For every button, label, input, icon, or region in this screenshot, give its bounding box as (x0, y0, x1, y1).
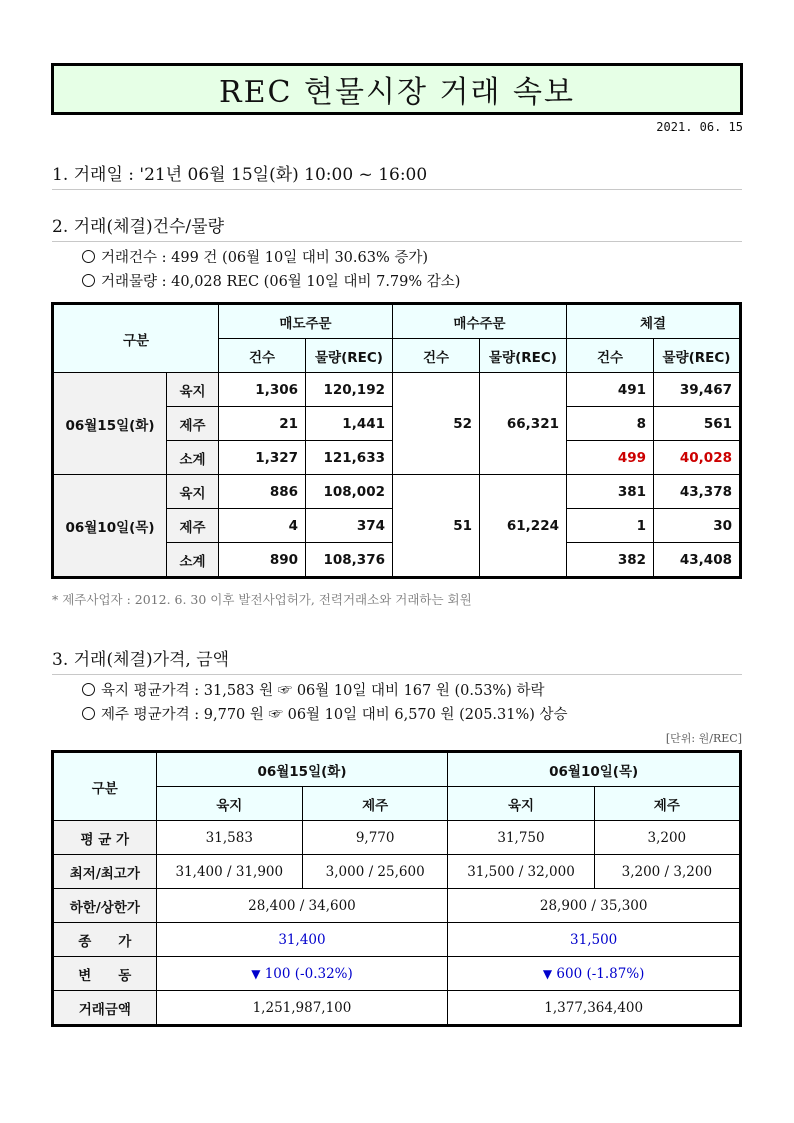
sell-count: 1,306 (219, 373, 306, 407)
row-label: 제주 (167, 407, 219, 441)
exec-volume: 561 (654, 407, 741, 441)
buy-count: 52 (393, 373, 480, 475)
sell-count: 890 (219, 543, 306, 578)
header-sell-orders: 매도주문 (219, 304, 393, 339)
cell (448, 957, 741, 991)
cell: 3,200 (594, 821, 740, 855)
footnote: * 제주사업자 : 2012. 6. 30 이후 발전사업허가, 전력거래소와 거래하는 회원 (52, 592, 472, 607)
cell: 1,251,987,100 (156, 991, 448, 1026)
bullet-text: 거래물량 : 40,028 REC (06월 10일 대비 7.79% 감소) (101, 274, 461, 290)
row-label: 최저/최고가 (53, 855, 157, 889)
row-label: 육지 (167, 373, 219, 407)
cell: 31,500 / 32,000 (448, 855, 594, 889)
exec-count: 381 (567, 475, 654, 509)
cell: 31,750 (448, 821, 594, 855)
sell-count: 886 (219, 475, 306, 509)
trade-volume-table (51, 302, 742, 579)
subheader-volume: 물량(REC) (654, 339, 741, 373)
exec-volume: 30 (654, 509, 741, 543)
price-table (51, 750, 742, 1027)
down-triangle-icon: ▼ (542, 966, 553, 981)
exec-count: 491 (567, 373, 654, 407)
row-label: 거래금액 (53, 991, 157, 1026)
cell: 31,400 / 31,900 (156, 855, 302, 889)
exec-count: 8 (567, 407, 654, 441)
exec-count: 1 (567, 509, 654, 543)
header-buy-orders: 매수주문 (393, 304, 567, 339)
subheader-region: 제주 (594, 787, 740, 821)
header-date-current: 06월15일(화) (156, 752, 448, 787)
table-row (53, 373, 741, 407)
table-row-minmax (53, 855, 741, 889)
row-label: 하한/상한가 (53, 889, 157, 923)
subheader-volume: 물량(REC) (480, 339, 567, 373)
circle-bullet-icon (82, 250, 95, 263)
bullet-text: 거래건수 : 499 건 (06월 10일 대비 30.63% 증가) (101, 250, 429, 266)
section-1-title: 1. 거래일 : '21년 06월 15일(화) 10:00 ~ 16:00 (52, 160, 742, 190)
cell: 3,000 / 25,600 (302, 855, 447, 889)
row-label: 종 가 (53, 923, 157, 957)
subheader-count: 건수 (567, 339, 654, 373)
cell: 31,400 (156, 923, 448, 957)
buy-volume: 66,321 (480, 373, 567, 475)
subheader-count: 건수 (393, 339, 480, 373)
bullet-jeju-price (82, 703, 568, 724)
table-row-amount (53, 991, 741, 1026)
subheader-region: 육지 (448, 787, 594, 821)
unit-label: [단위: 원/REC] (665, 732, 742, 745)
sell-volume: 120,192 (306, 373, 393, 407)
row-label: 소계 (167, 543, 219, 578)
row-label: 평 균 가 (53, 821, 157, 855)
row-label: 소계 (167, 441, 219, 475)
change-value: 100 (-0.32%) (264, 965, 353, 982)
change-value: 600 (-1.87%) (556, 965, 645, 982)
sell-volume: 374 (306, 509, 393, 543)
cell: 31,500 (448, 923, 741, 957)
table-row-change (53, 957, 741, 991)
bullet-trade-count (82, 246, 428, 267)
header-corner: 구분 (53, 304, 219, 373)
cell: 3,200 / 3,200 (594, 855, 740, 889)
report-date: 2021. 06. 15 (656, 120, 743, 134)
bullet-trade-volume (82, 270, 460, 291)
table-row-limits (53, 889, 741, 923)
circle-bullet-icon (82, 707, 95, 720)
table-row-close (53, 923, 741, 957)
sell-count: 21 (219, 407, 306, 441)
buy-count: 51 (393, 475, 480, 578)
sell-volume: 108,376 (306, 543, 393, 578)
subheader-region: 제주 (302, 787, 447, 821)
exec-volume-highlight: 40,028 (654, 441, 741, 475)
circle-bullet-icon (82, 683, 95, 696)
row-label: 육지 (167, 475, 219, 509)
sell-volume: 108,002 (306, 475, 393, 509)
subheader-region: 육지 (156, 787, 302, 821)
section-3-title: 3. 거래(체결)가격, 금액 (52, 645, 742, 675)
header-corner: 구분 (53, 752, 157, 821)
header-executed: 체결 (567, 304, 741, 339)
down-triangle-icon: ▼ (251, 966, 261, 981)
cell (156, 957, 448, 991)
cell: 1,377,364,400 (448, 991, 741, 1026)
table-row (53, 475, 741, 509)
exec-volume: 43,378 (654, 475, 741, 509)
bullet-text: 제주 평균가격 : 9,770 원 ☞ 06월 10일 대비 6,570 원 (205.31%) 상승 (101, 707, 568, 723)
bullet-mainland-price (82, 679, 544, 700)
circle-bullet-icon (82, 274, 95, 287)
buy-volume: 61,224 (480, 475, 567, 578)
cell: 28,900 / 35,300 (448, 889, 741, 923)
document-title: REC 현물시장 거래 속보 (51, 63, 743, 115)
subheader-volume: 물량(REC) (306, 339, 393, 373)
table-row-average (53, 821, 741, 855)
sell-volume: 1,441 (306, 407, 393, 441)
row-label: 변 동 (53, 957, 157, 991)
bullet-text: 육지 평균가격 : 31,583 원 ☞ 06월 10일 대비 167 원 (0.53%) 하락 (101, 683, 545, 699)
exec-count-highlight: 499 (567, 441, 654, 475)
cell: 28,400 / 34,600 (156, 889, 448, 923)
exec-count: 382 (567, 543, 654, 578)
sell-volume: 121,633 (306, 441, 393, 475)
header-date-previous: 06월10일(목) (448, 752, 741, 787)
subheader-count: 건수 (219, 339, 306, 373)
section-2-title: 2. 거래(체결)건수/물량 (52, 212, 742, 242)
sell-count: 4 (219, 509, 306, 543)
date-label: 06월10일(목) (53, 475, 167, 578)
sell-count: 1,327 (219, 441, 306, 475)
cell: 9,770 (302, 821, 447, 855)
cell: 31,583 (156, 821, 302, 855)
date-label: 06월15일(화) (53, 373, 167, 475)
exec-volume: 43,408 (654, 543, 741, 578)
row-label: 제주 (167, 509, 219, 543)
exec-volume: 39,467 (654, 373, 741, 407)
